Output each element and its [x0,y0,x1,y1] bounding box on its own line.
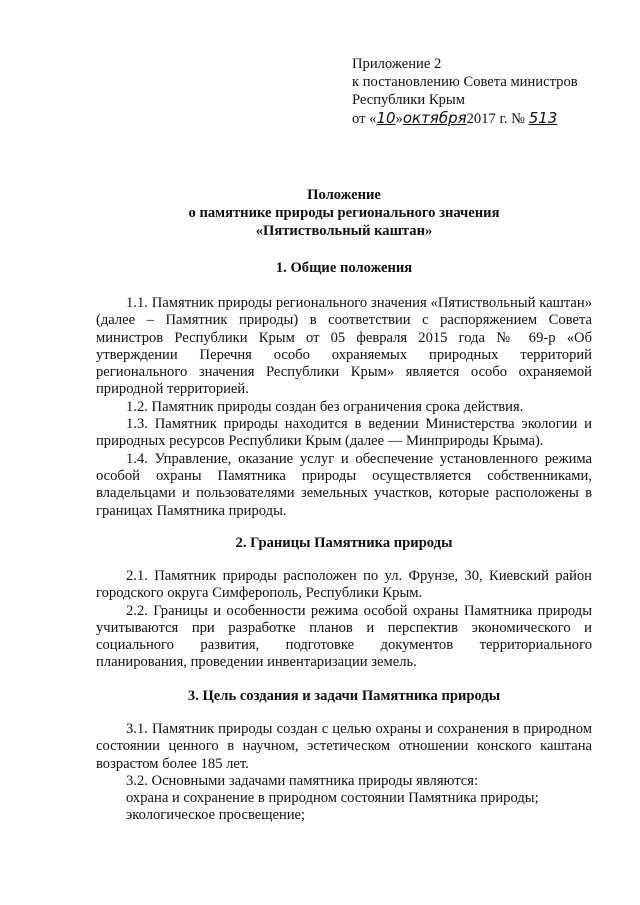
section-2-body [96,568,592,672]
appendix-resolution: к постановлению Совета министров [352,74,578,90]
task-item-1: охрана и сохранение в природном состоянии Памятника природы; [126,790,539,807]
paragraph-1-3: 1.3. Памятник природы находится в ведении Министерства экологии и природных ресурсов Республики Крым (далее — Минприроды Крыма). [96,416,592,450]
handwritten-day: 10 [376,109,396,127]
task-item-2: экологическое просвещение; [126,807,306,824]
appendix-header [352,55,622,128]
section-1-body [96,295,592,520]
paragraph-2-2: 2.2. Границы и особенности режима особой охраны Памятника природы учитываются при разработке планов и перспектив экономического и социального развития, подготовке документов территориального планирования, проведении инвентаризации земель. [96,602,592,671]
section-2-heading: 2. Границы Памятника природы [235,535,453,551]
paragraph-1-4: 1.4. Управление, оказание услуг и обеспечение установленного режима особой охраны Памятника природы осуществляется собственниками, владельцами и пользователями земельных участков, которые расположены в границах Памятника природы. [96,450,592,519]
section-3-heading: 3. Цель создания и задачи Памятника природы [187,688,501,704]
paragraph-2-1: 2.1. Памятник природы расположен по ул. Фрунзе, 30, Киевский район городского округа Симферополь, Республики Крым. [96,568,592,602]
section-3-body [96,721,592,825]
document-title: Положение о памятнике природы регионального значения «Пятиствольный каштан» [188,187,500,239]
appendix-date-line: от «10»октября2017 г. № 513 [352,109,558,127]
paragraph-1-1: 1.1. Памятник природы регионального значения «Пятиствольный каштан» (далее – Памятник природы) в соответствии с распоряжением Совета министров Республики Крым от 05 февраля 2015 года № 69-р «Об утверждении Перечня особо охраняемых природных территорий регионального значения Республики Крым» является особо охраняемой природной территорией. [96,295,592,398]
paragraph-1-2: 1.2. Памятник природы создан без ограничения срока действия. [126,398,524,415]
handwritten-number: 513 [528,109,558,127]
appendix-republic: Республики Крым [352,92,465,108]
section-1-heading: 1. Общие положения [275,260,413,276]
paragraph-3-1: 3.1. Памятник природы создан с целью охраны и сохранения в природном состоянии ценного в научном, эстетическом отношении конского каштана возрастом более 185 лет. [96,721,592,772]
handwritten-month: октября [402,109,467,127]
paragraph-3-2: 3.2. Основными задачами памятника природы являются: [126,772,479,789]
appendix-number: Приложение 2 [352,56,442,72]
